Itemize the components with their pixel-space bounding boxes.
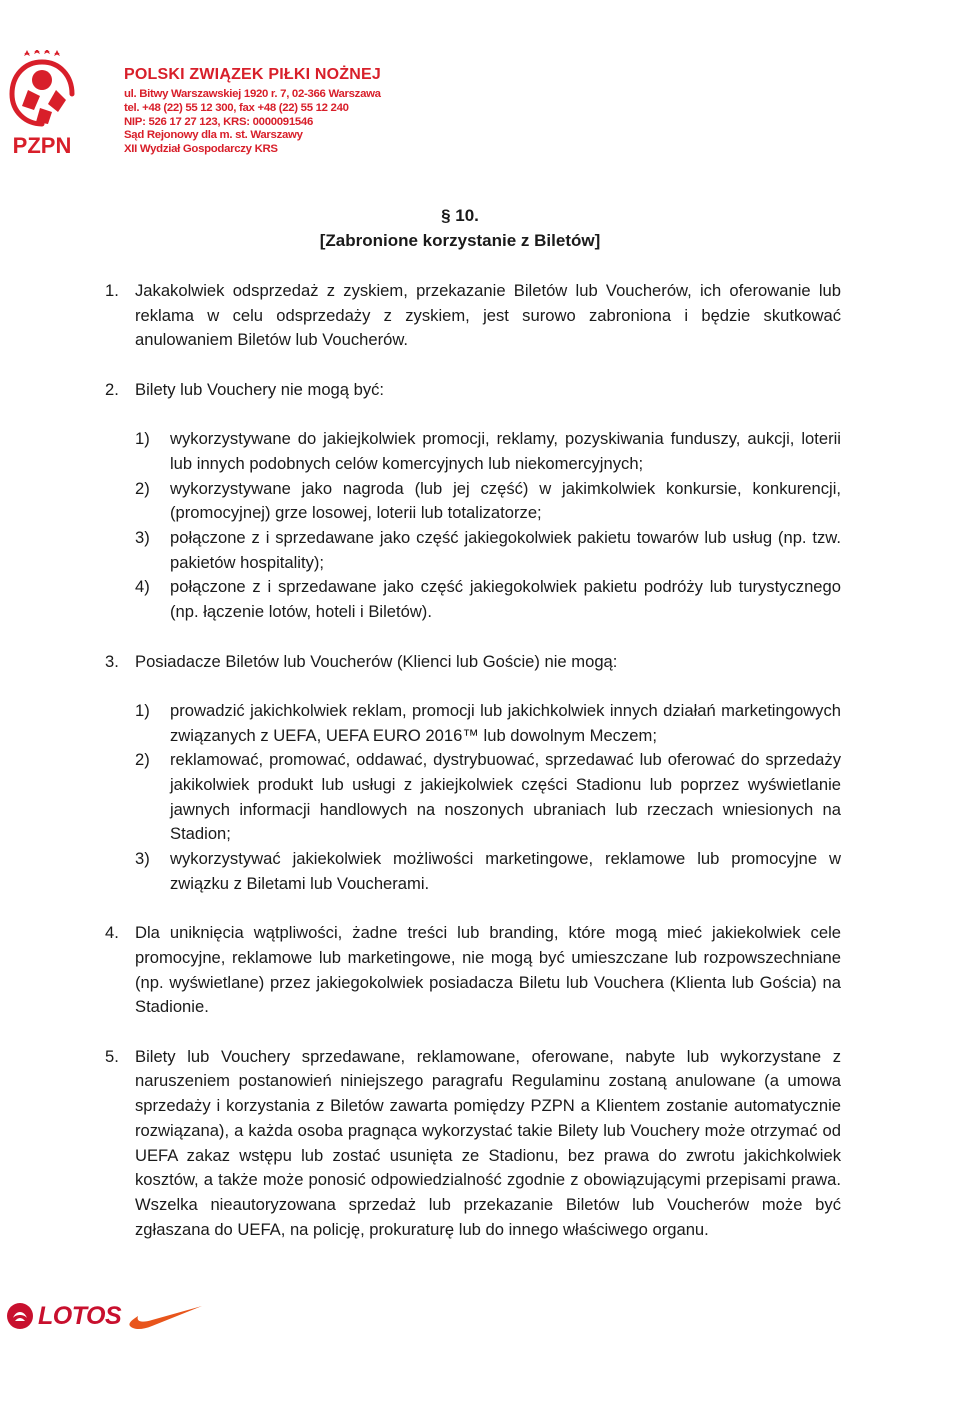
list-item-text: połączone z i sprzedawane jako część jakiegokolwiek pakietu podróży lub turystycznego (np. łączenie lotów, hoteli i Biletów).	[170, 577, 841, 622]
paragraph-text: Bilety lub Vouchery sprzedawane, reklamowane, oferowane, nabyte lub wykorzystane z naruszeniem postanowień niniejszego paragrafu Regulaminu zostaną anulowane (a umowa sprzedaży i korzystania z Biletów zawarta pomiędzy PZPN a Klientem zostanie automatycznie rozwiązana), a każda osoba pragnąca wykorzystać takie Bilety lub Vouchery może otrzymać od UEFA zakaz wstępu lub zostać usunięta ze Stadionu, bez prawa do zwrotu jakichkolwiek kosztów, a także może ponosić odpowiedzialność zgodnie z obowiązującymi przepisami prawa. Wszelka nieautoryzowana sprzedaż lub przekazanie Biletów lub Voucherów może być zgłaszana do UEFA, na policję, prokuraturę lub do innego właściwego organu.	[135, 1046, 841, 1239]
logo-text: PZPN	[12, 133, 72, 158]
list-item	[135, 526, 841, 575]
list-item-text: reklamować, promować, oddawać, dystrybuować, sprzedawać lub oferować do sprzedaży jakikolwiek produkt lub usługi z jakiejkolwiek części Stadionu lub poprzez wyświetlanie jawnych informacji handlowych na noszonych ubraniach lub rzeczach wniesionych na Stadion;	[170, 750, 841, 844]
paragraph-number: 5.	[105, 1046, 119, 1066]
paragraph-number: 2.	[105, 379, 119, 399]
paragraph-number: 4.	[105, 923, 119, 943]
org-ids: NIP: 526 17 27 123, KRS: 0000091546	[124, 115, 313, 128]
lotos-logo	[6, 1299, 121, 1333]
paragraph-number: 1.	[105, 281, 119, 300]
section-title: [Zabronione korzystanie z Biletów]	[319, 231, 601, 250]
list-item-text: wykorzystywane do jakiejkolwiek promocji, reklamy, pozyskiwania funduszy, aukcji, loterii lub innych podobnych celów komercyjnych lub niekomercyjnych;	[170, 429, 841, 473]
list-item-number: 4)	[135, 577, 150, 597]
list-item-number: 2)	[135, 478, 150, 498]
paragraph-text: Bilety lub Vouchery nie mogą być:	[135, 379, 385, 399]
list-item-number: 1)	[135, 700, 150, 720]
lotos-flower-icon	[6, 1302, 34, 1330]
org-name: POLSKI ZWIĄZEK PIŁKI NOŻNEJ	[124, 66, 381, 83]
paragraph-3	[105, 650, 841, 675]
paragraph-text: Jakakolwiek odsprzedaż z zyskiem, przekazanie Biletów lub Voucherów, ich oferowanie lub reklama w celu odsprzedaży z zyskiem, jest surowo zabroniona i będzie skutkować anulowaniem Biletów lub Voucherów.	[135, 281, 841, 350]
paragraph-5	[105, 1045, 841, 1243]
paragraph-text: Dla uniknięcia wątpliwości, żadne treści lub branding, które mogą mieć jakiekolwiek cele promocyjne, reklamowe lub marketingowe, nie mogą być umieszczane lub rozpowszechniane (np. wyświetlane) przez jakiegokolwiek posiadacza Biletu lub Vouchera (Klienta lub Gościa) na Stadionie.	[135, 923, 841, 1017]
org-phone: tel. +48 (22) 55 12 300, fax +48 (22) 55 12 240	[124, 101, 349, 114]
list-item-text: połączone z i sprzedawane jako część jakiegokolwiek pakietu towarów lub usług (np. tzw. pakietów hospitality);	[170, 528, 841, 572]
list-item	[135, 847, 841, 896]
org-address: ul. Bitwy Warszawskiej 1920 r. 7, 02-366 Warszawa	[124, 88, 381, 100]
pzpn-logo	[4, 50, 80, 160]
list-item-text: wykorzystywane jako nagroda (lub jej część) w jakimkolwiek konkursie, konkurencji, (promocyjnej) grze losowej, loterii lub totalizatorze;	[170, 478, 841, 523]
list-item-number: 2)	[135, 750, 150, 770]
section-number: § 10.	[441, 206, 479, 225]
list-item-number: 1)	[135, 429, 150, 449]
list-item	[135, 477, 841, 526]
list-item-text: wykorzystywać jakiekolwiek możliwości marketingowe, reklamowe lub promocyjne w związku z Biletami lub Voucherami.	[170, 849, 841, 893]
list-item	[135, 748, 841, 847]
document-body	[105, 279, 841, 1242]
org-court-2: XII Wydział Gospodarczy KRS	[124, 143, 278, 156]
paragraph-1	[105, 279, 841, 353]
list-item-number: 3)	[135, 849, 150, 869]
list-item	[135, 575, 841, 624]
org-court-1: Sąd Rejonowy dla m. st. Warszawy	[124, 129, 303, 142]
nike-swoosh-icon	[128, 1300, 204, 1332]
list-item-number: 3)	[135, 528, 150, 547]
paragraph-text: Posiadacze Biletów lub Voucherów (Klienci lub Goście) nie mogą:	[135, 651, 618, 671]
list-item	[135, 427, 841, 476]
organization-info	[124, 66, 381, 157]
list-item	[135, 699, 841, 748]
paragraph-2	[105, 378, 841, 403]
lotos-wordmark: LOTOS	[38, 1301, 122, 1330]
paragraph-number: 3.	[105, 651, 119, 671]
list-item-text: prowadzić jakichkolwiek reklam, promocji lub jakichkolwiek innych działań marketingowych związanych z UEFA, UEFA EURO 2016™ lub dowolnym Meczem;	[170, 700, 841, 745]
paragraph-4	[105, 921, 841, 1020]
